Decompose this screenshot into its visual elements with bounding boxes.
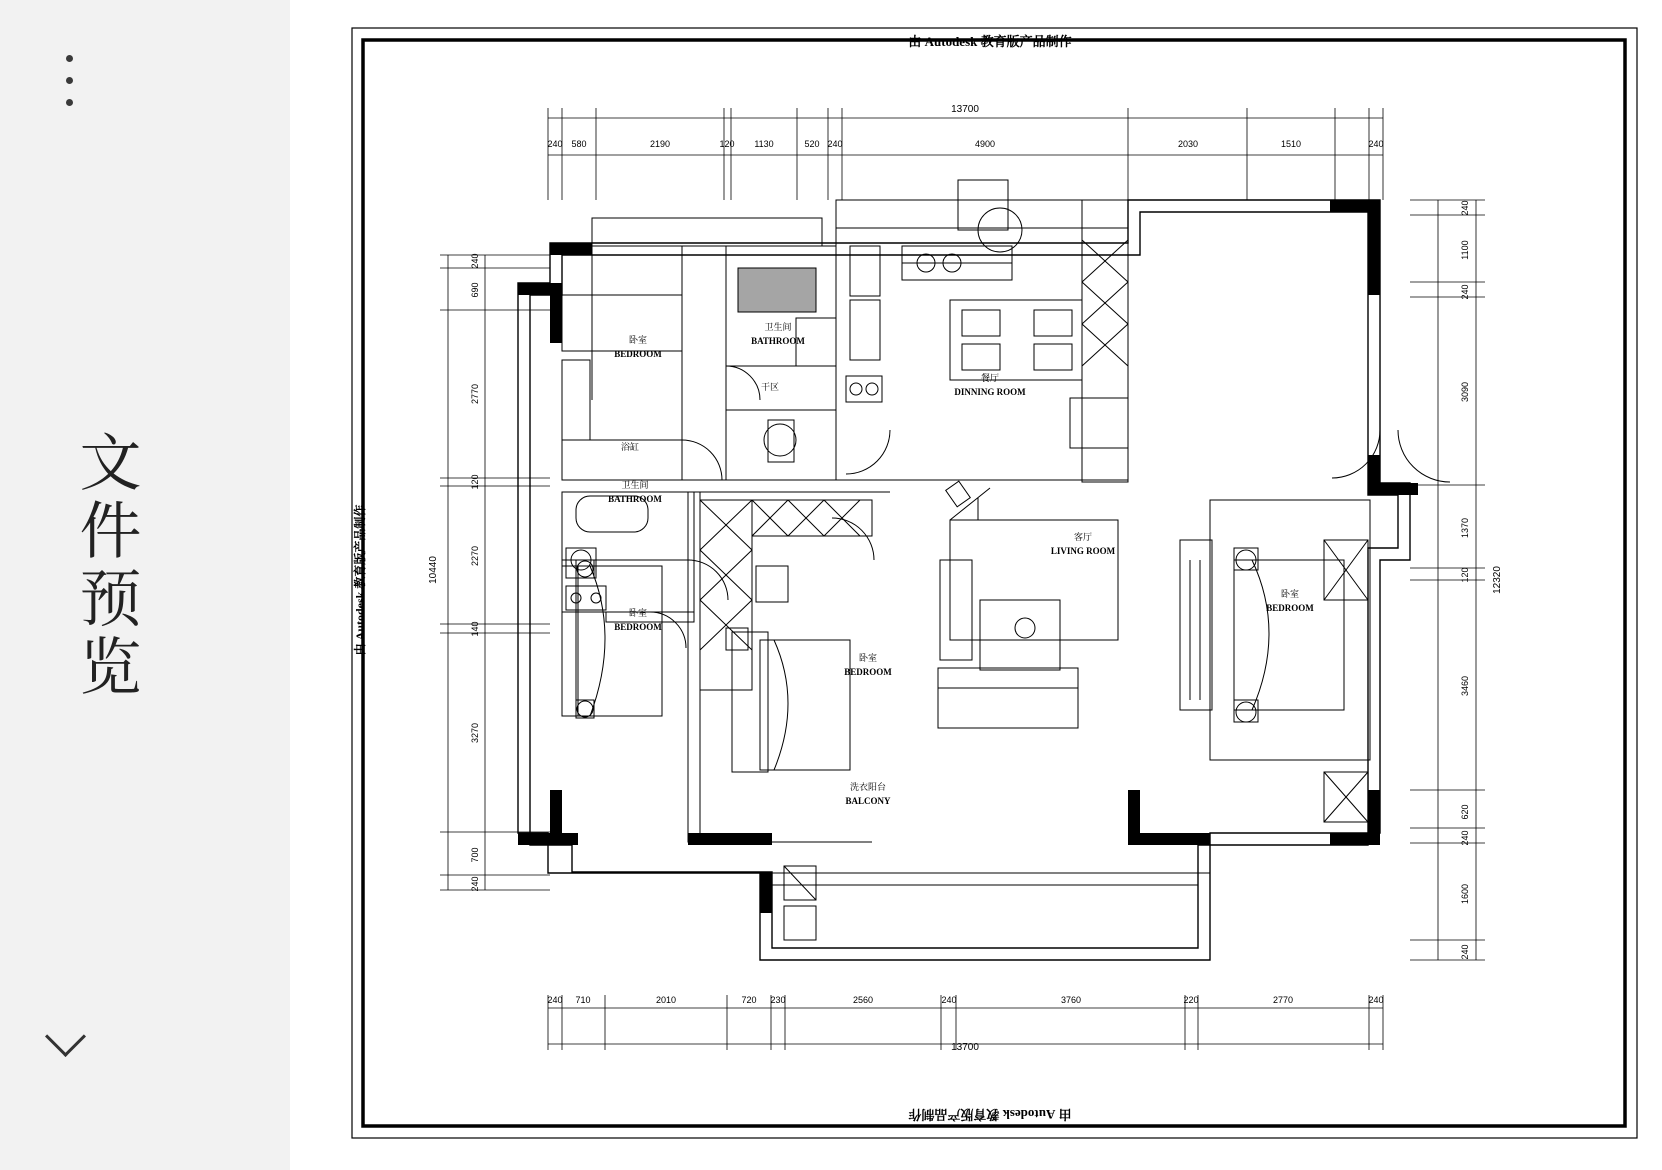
floorplan-svg [290, 0, 1662, 1170]
dim-top-3: 120 [719, 139, 735, 149]
dim-right-total: 12320 [1492, 566, 1503, 594]
dim-left-total: 10440 [428, 556, 439, 584]
dim-bottom-7: 3760 [1060, 995, 1082, 1005]
dim-left-1: 690 [470, 282, 480, 298]
dim-right-3: 3090 [1460, 381, 1470, 403]
dim-right-6: 3460 [1460, 675, 1470, 697]
dim-left-6: 3270 [470, 722, 480, 744]
dim-bottom-2: 2010 [655, 995, 677, 1005]
room-label-en-3: DINNING ROOM [954, 387, 1026, 397]
dim-bottom-1: 710 [575, 995, 591, 1005]
chevron-down-icon[interactable] [45, 1010, 105, 1070]
watermark-bottom: 由 Autodesk 教育版产品制作 [908, 1107, 1072, 1122]
dim-right-0: 240 [1460, 200, 1470, 216]
dim-bottom-total: 13700 [951, 1042, 979, 1053]
dim-top-1: 580 [571, 139, 587, 149]
dim-left-4: 2270 [470, 545, 480, 567]
room-label-en-7: BEDROOM [844, 667, 892, 677]
dim-left-7: 700 [470, 847, 480, 863]
room-label-cn-9: 卧室 [1280, 589, 1300, 599]
dim-right-1: 1100 [1460, 240, 1470, 260]
floorplan-drawing [290, 0, 1662, 1170]
room-label-en-1: BATHROOM [751, 336, 805, 346]
dim-left-3: 120 [470, 474, 480, 490]
dim-right-7: 620 [1460, 804, 1470, 820]
dim-top-0: 240 [547, 139, 563, 149]
dim-bottom-8: 220 [1183, 995, 1199, 1005]
dim-left-5: 140 [470, 621, 480, 637]
room-label-en-5: BATHROOM [608, 494, 662, 504]
dim-right-2: 240 [1460, 284, 1470, 300]
room-label-cn-8: 客厅 [1073, 532, 1093, 542]
dim-bottom-5: 2560 [852, 995, 874, 1005]
room-label-cn-0: 卧室 [628, 335, 648, 345]
room-label-en-10: BALCONY [845, 796, 891, 806]
dim-top-7: 4900 [974, 139, 996, 149]
room-label-en-9: BEDROOM [1266, 603, 1314, 613]
watermark-left: 由 Autodesk 教育版产品制作 [353, 504, 367, 656]
dim-right-4: 1370 [1460, 517, 1470, 539]
dim-bottom-6: 240 [941, 995, 957, 1005]
preview-sidebar [0, 0, 291, 1170]
room-label-cn-1: 卫生间 [764, 322, 792, 332]
dim-bottom-3: 720 [741, 995, 757, 1005]
dim-right-8: 240 [1460, 830, 1470, 846]
room-label-en-6: BEDROOM [614, 622, 662, 632]
dim-bottom-10: 240 [1368, 995, 1384, 1005]
dim-top-9: 1510 [1280, 139, 1302, 149]
room-label-en-0: BEDROOM [614, 349, 662, 359]
room-label-cn-10: 洗衣阳台 [849, 782, 887, 792]
room-label-cn-6: 卧室 [628, 608, 648, 618]
dim-right-9: 1600 [1460, 883, 1470, 905]
dim-bottom-9: 2770 [1272, 995, 1294, 1005]
dim-top-total: 13700 [951, 104, 979, 115]
dim-right-10: 240 [1460, 944, 1470, 960]
dim-top-5: 520 [804, 139, 820, 149]
room-label-cn-5: 卫生间 [621, 480, 649, 490]
dim-top-10: 240 [1368, 139, 1384, 149]
dim-left-2: 2770 [470, 383, 480, 405]
dim-top-4: 1130 [754, 139, 774, 149]
dim-bottom-0: 240 [547, 995, 563, 1005]
kebab-menu-icon[interactable] [62, 55, 76, 115]
dim-top-2: 2190 [649, 139, 671, 149]
room-label-cn-4: 浴缸 [620, 442, 640, 452]
dim-bottom-4: 230 [770, 995, 786, 1005]
room-label-cn-7: 卧室 [858, 653, 878, 663]
watermark-top: 由 Autodesk 教育版产品制作 [908, 34, 1072, 49]
room-label-cn-3: 餐厅 [980, 373, 1000, 383]
room-label-en-8: LIVING ROOM [1050, 546, 1116, 556]
dim-left-8: 240 [470, 876, 480, 892]
dim-left-0: 240 [470, 253, 480, 269]
dim-top-8: 2030 [1177, 139, 1199, 149]
dim-right-5: 120 [1460, 567, 1470, 583]
page-title: 文件预览 [69, 430, 142, 702]
room-label-cn-2: 干区 [760, 382, 780, 392]
dim-top-6: 240 [827, 139, 843, 149]
